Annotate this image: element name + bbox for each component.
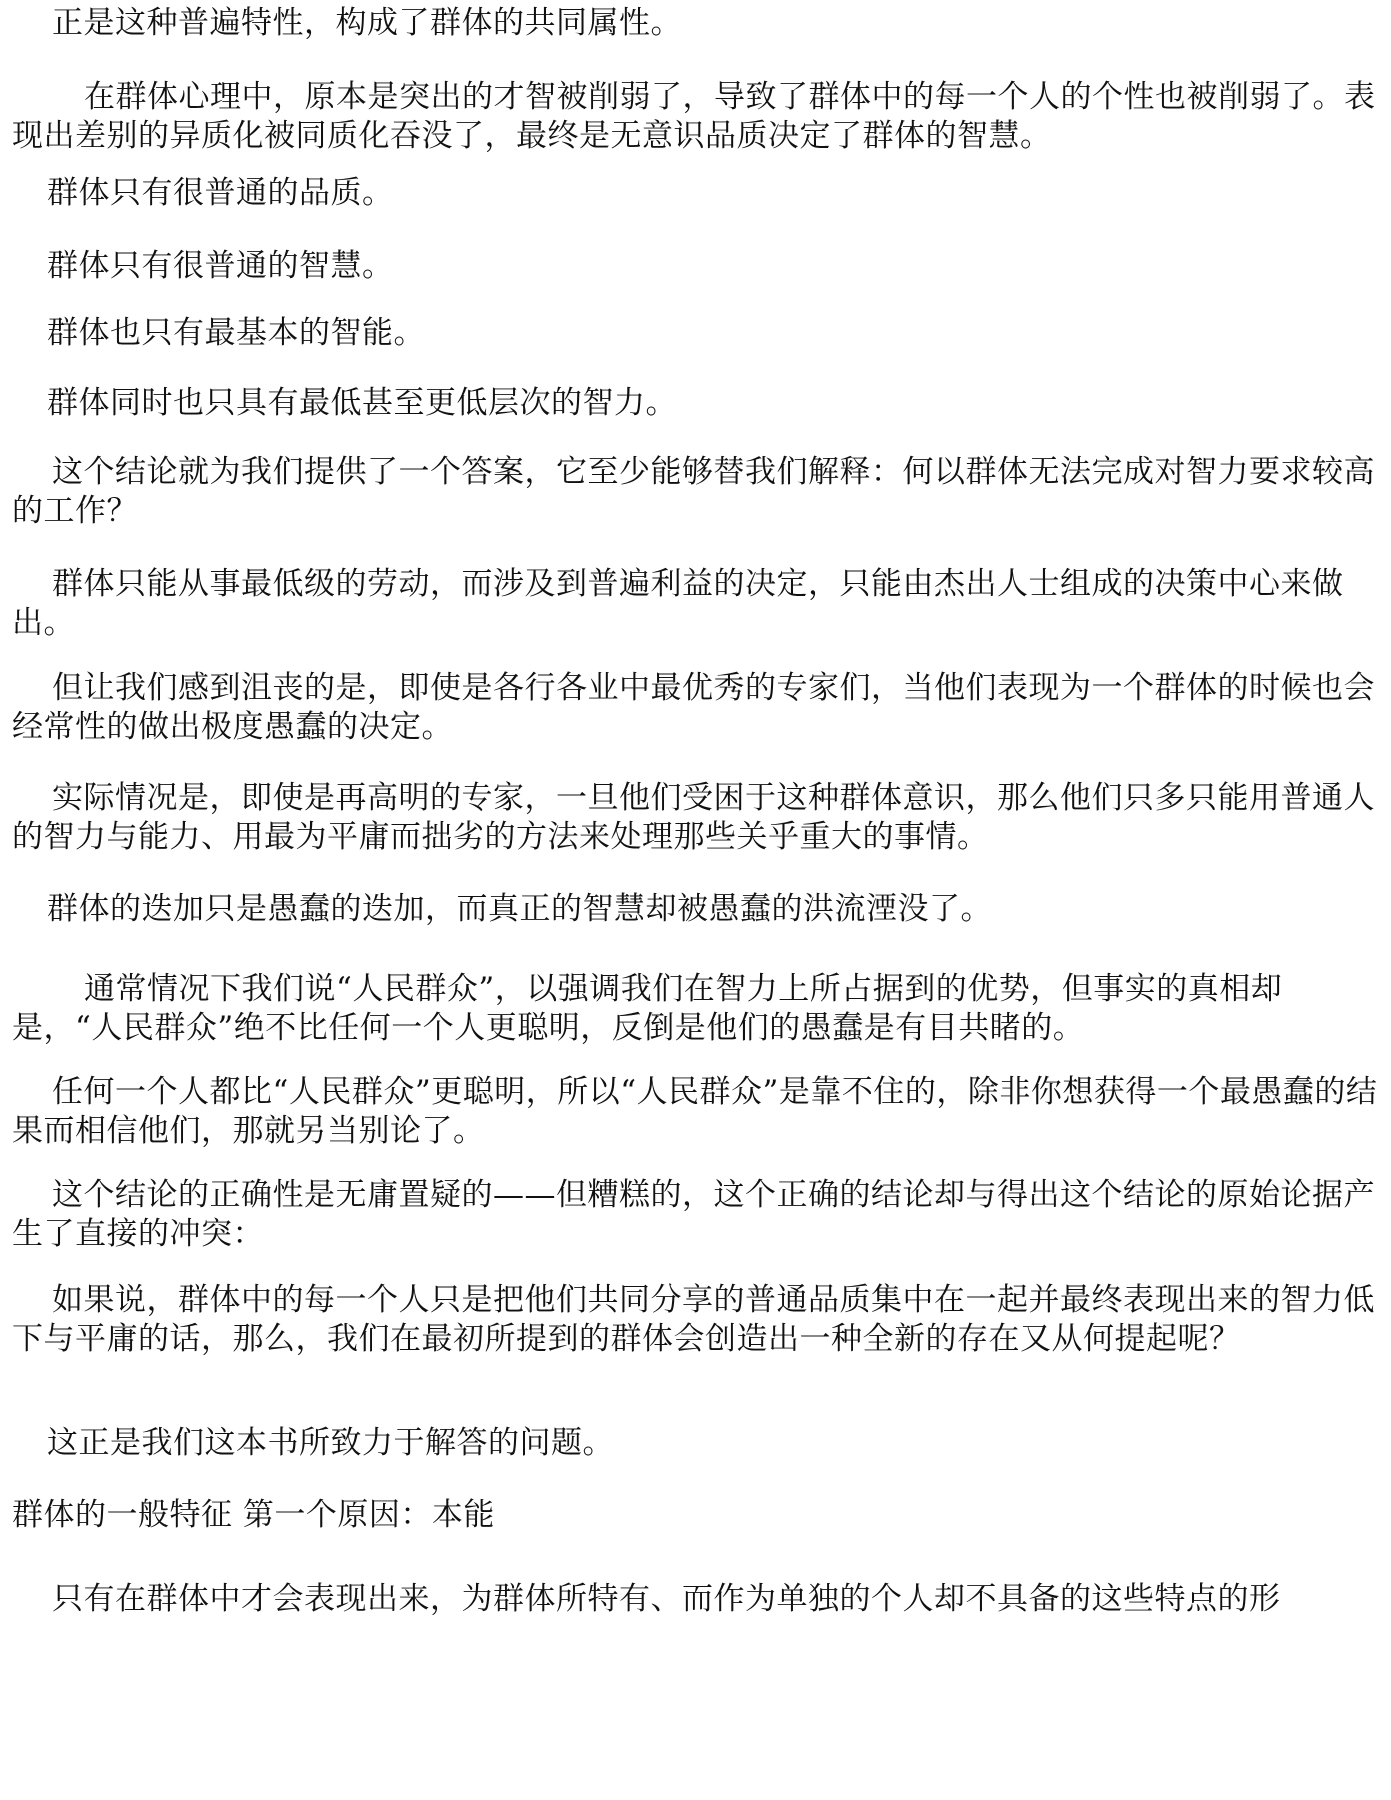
paragraph: 只有在群体中才会表现出来，为群体所特有、而作为单独的个人却不具备的这些特点的形 [52, 1581, 1281, 1617]
paragraph: 在群体心理中，原本是突出的才智被削弱了，导致了群体中的每一个人的个性也被削弱了。表现出差别的异质化被同质化吞没了，最终是无意识品质决定了群体的智慧。 [12, 79, 1376, 154]
paragraph: 这个结论就为我们提供了一个答案，它至少能够替我们解释：何以群体无法完成对智力要求较高的工作？ [12, 454, 1375, 529]
section-heading: 群体的一般特征 第一个原因：本能 [12, 1497, 495, 1533]
paragraph: 正是这种普遍特性，构成了群体的共同属性。 [52, 5, 682, 41]
paragraph: 通常情况下我们说“人民群众”，以强调我们在智力上所占据到的优势，但事实的真相却是，“人民群众”绝不比任何一个人更聪明，反倒是他们的愚蠢是有目共睹的。 [12, 971, 1283, 1046]
paragraph: 群体只能从事最低级的劳动，而涉及到普遍利益的决定，只能由杰出人士组成的决策中心来做出。 [12, 566, 1344, 641]
paragraph: 任何一个人都比“人民群众”更聪明，所以“人民群众”是靠不住的，除非你想获得一个最愚蠢的结果而相信他们，那就另当别论了。 [12, 1074, 1378, 1149]
paragraph: 这正是我们这本书所致力于解答的问题。 [47, 1425, 614, 1461]
paragraph: 这个结论的正确性是无庸置疑的——但糟糕的，这个正确的结论却与得出这个结论的原始论据产生了直接的冲突： [12, 1177, 1375, 1252]
paragraph: 群体只有很普通的智慧。 [47, 248, 394, 284]
paragraph: 如果说，群体中的每一个人只是把他们共同分享的普通品质集中在一起并最终表现出来的智力低下与平庸的话，那么，我们在最初所提到的群体会创造出一种全新的存在又从何提起呢？ [12, 1282, 1375, 1357]
paragraph: 但让我们感到沮丧的是，即使是各行各业中最优秀的专家们，当他们表现为一个群体的时候也会经常性的做出极度愚蠢的决定。 [12, 670, 1375, 745]
paragraph: 实际情况是，即使是再高明的专家，一旦他们受困于这种群体意识，那么他们只多只能用普通人的智力与能力、用最为平庸而拙劣的方法来处理那些关乎重大的事情。 [12, 780, 1375, 855]
paragraph: 群体也只有最基本的智能。 [47, 315, 425, 351]
paragraph: 群体的迭加只是愚蠢的迭加，而真正的智慧却被愚蠢的洪流湮没了。 [47, 891, 992, 927]
paragraph: 群体同时也只具有最低甚至更低层次的智力。 [47, 385, 677, 421]
paragraph: 群体只有很普通的品质。 [47, 175, 394, 211]
